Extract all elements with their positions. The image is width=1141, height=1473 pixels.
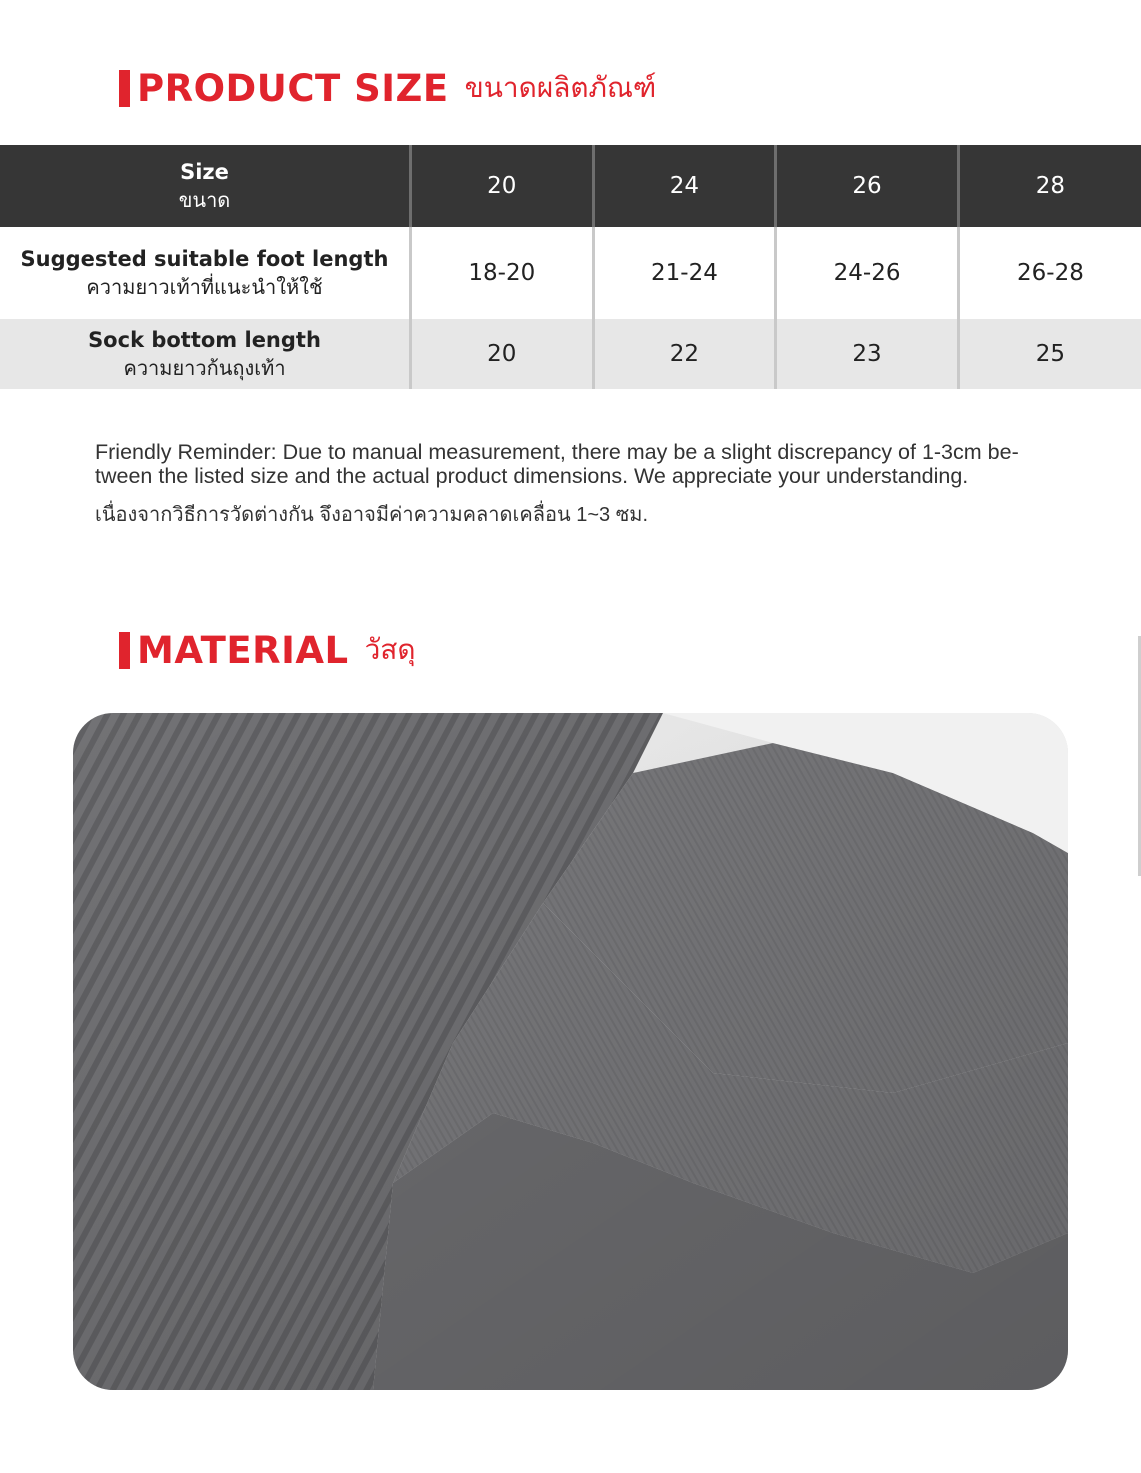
table-cell: 20 — [411, 319, 594, 389]
size-table-header-row — [0, 145, 1141, 227]
product-size-title: PRODUCT SIZE — [137, 66, 449, 110]
size-table — [0, 145, 1141, 389]
table-cell: 24-26 — [776, 227, 959, 319]
product-size-heading — [119, 66, 656, 110]
size-header-cell: 28 — [958, 145, 1141, 227]
size-header-cell: 20 — [411, 145, 594, 227]
sock-material-photo — [73, 713, 1068, 1390]
heading-accent-bar — [119, 632, 130, 669]
foot-length-label-th: ความยาวเท้าที่แนะนำให้ใช้ — [86, 275, 323, 299]
material-title: MATERIAL — [137, 628, 349, 672]
table-cell: 26-28 — [958, 227, 1141, 319]
size-header-label — [0, 145, 411, 227]
table-cell: 21-24 — [593, 227, 776, 319]
size-header-cell: 26 — [776, 145, 959, 227]
sock-bottom-label-en: Sock bottom length — [88, 328, 321, 352]
sock-bottom-label — [0, 319, 411, 389]
sock-bottom-label-th: ความยาวก้นถุงเท้า — [123, 356, 286, 380]
table-cell: 18-20 — [411, 227, 594, 319]
product-size-title-thai: ขนาดผลิตภัณฑ์ — [464, 71, 657, 104]
table-cell: 22 — [593, 319, 776, 389]
size-label-th: ขนาด — [178, 188, 231, 212]
table-cell: 25 — [958, 319, 1141, 389]
size-label-en: Size — [180, 160, 229, 184]
reminder-note-en: Friendly Reminder: Due to manual measurement, there may be a slight discrepancy of 1-3cm be-tween the listed size and the actual product dimensions. We appreciate your understanding. — [95, 440, 1019, 488]
material-heading — [119, 628, 416, 672]
heading-accent-bar — [119, 70, 130, 107]
foot-length-label-en: Suggested suitable foot length — [20, 247, 389, 271]
foot-length-label — [0, 227, 411, 319]
size-header-cell: 24 — [593, 145, 776, 227]
table-row — [0, 227, 1141, 319]
reminder-note-th: เนื่องจากวิธีการวัดต่างกัน จึงอาจมีค่าความคลาดเคลื่อน 1~3 ซม. — [95, 504, 649, 526]
sock-fabric-illustration — [73, 713, 1068, 1390]
table-row — [0, 319, 1141, 389]
material-title-thai: วัสดุ — [364, 633, 416, 666]
table-cell: 23 — [776, 319, 959, 389]
